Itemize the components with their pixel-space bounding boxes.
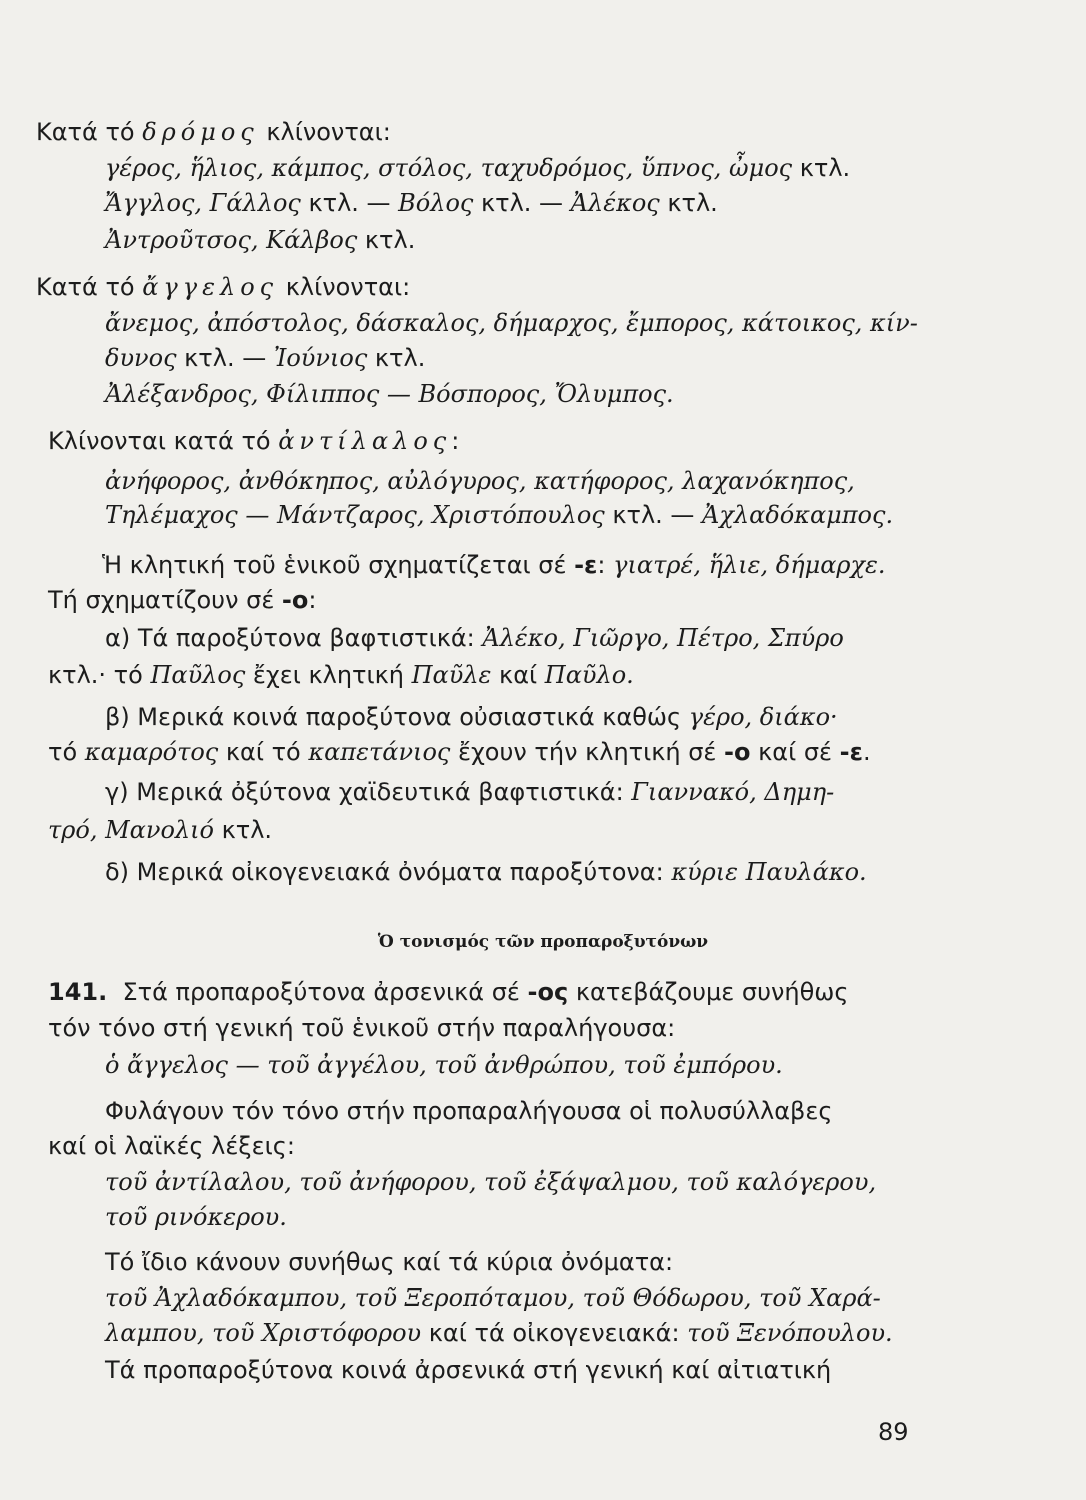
italic-examples: καμαρότος	[84, 738, 219, 766]
italic-examples: Γιαννακό, Δημη-	[631, 778, 835, 806]
italic-examples: Ἀντροῦτσος, Κάλβος	[105, 226, 358, 254]
italic-examples: Ἰούνιος	[273, 344, 368, 372]
paragraph-141	[48, 977, 848, 1007]
line-text: γ) Μερικά ὀξύτονα χαϊδευτικά βαφτιστικά:	[105, 778, 632, 806]
line-text: :	[451, 427, 460, 455]
ending-bold: -ος	[527, 978, 569, 1006]
italic-examples: Παῦλο.	[544, 661, 634, 689]
example-line	[105, 188, 718, 218]
line-text: Τά προπαροξύτονα κοινά ἀρσενικά στή γενική καί αἰτιατική	[105, 1356, 832, 1384]
italic-examples: τοῦ ἀντίλαλου, τοῦ ἀνήφορου, τοῦ ἐξάψαλμου, τοῦ καλόγερου,	[105, 1168, 877, 1196]
line-text: κτλ. —	[473, 189, 571, 217]
text-line	[105, 777, 834, 807]
line-text: κτλ. —	[300, 189, 399, 217]
example-line	[105, 225, 415, 255]
text-line	[102, 550, 886, 580]
line-text: κτλ.· τό	[48, 661, 151, 689]
italic-examples: δυνος	[105, 344, 177, 372]
line-text: Φυλάγουν τόν τόνο στήν προπαραλήγουσα οἱ πολυσύλλαβες	[105, 1097, 833, 1125]
line-text: καί τό	[218, 738, 309, 766]
line-text: ἔχει κλητική	[245, 661, 412, 689]
line-text: κτλ.	[213, 816, 273, 844]
spaced-example: δρόμος	[142, 118, 259, 146]
example-line	[105, 153, 850, 183]
italic-examples: τοῦ ρινόκερου.	[105, 1203, 287, 1231]
line-text: :	[597, 551, 614, 579]
line-text: .	[862, 738, 871, 766]
italic-examples: καπετάνιος	[308, 738, 451, 766]
text-line	[36, 272, 410, 302]
line-text: κλίνονται:	[278, 273, 411, 301]
italic-examples: τοῦ Ἀχλαδόκαμπου, τοῦ Ξεροπόταμου, τοῦ Θόδωρου, τοῦ Χαρά-	[105, 1284, 881, 1312]
text-line	[105, 1247, 673, 1277]
line-text: κτλ.	[357, 226, 416, 254]
text-line	[48, 585, 316, 615]
spaced-example: ἀντίλαλος	[278, 427, 452, 455]
line-text: α) Τά παροξύτονα βαφτιστικά:	[105, 624, 483, 652]
text-line	[105, 1096, 832, 1126]
italic-examples: τοῦ Ξενόπουλου.	[687, 1319, 893, 1347]
italic-examples: τρό, Μανολιό	[48, 816, 214, 844]
line-text: Τή σχηματίζουν σέ	[48, 586, 282, 614]
line-text: Ἡ κλητική τοῦ ἑνικοῦ σχηματίζεται σέ	[102, 551, 575, 579]
italic-examples: Ἀλέξανδρος, Φίλιππος — Βόσπορος, Ὄλυμπος.	[105, 380, 674, 408]
text-line	[105, 1355, 831, 1385]
line-text: κτλ. —	[604, 501, 703, 529]
line-text: κτλ.	[659, 189, 718, 217]
line-text: κτλ.	[792, 154, 851, 182]
example-line	[105, 1167, 876, 1197]
example-line	[105, 1050, 783, 1080]
line-text: Κλίνονται κατά τό	[48, 427, 279, 455]
spaced-example: ἄγγελος	[142, 273, 279, 301]
text-line	[48, 660, 634, 690]
line-text: τόν τόνο στή γενική τοῦ ἑνικοῦ στήν παραλήγουσα:	[48, 1014, 676, 1042]
text-line	[48, 1013, 675, 1043]
line-text: κτλ. —	[176, 344, 274, 372]
italic-examples: Ἀλέκος	[570, 189, 660, 217]
italic-examples: γιατρέ, ἥλιε, δήμαρχε.	[613, 551, 886, 579]
italic-examples: Ἀλέκο, Γιῶργο, Πέτρο, Σπύρο	[482, 624, 844, 652]
line-text: κατεβάζουμε συνήθως	[568, 978, 849, 1006]
italic-examples: ἀνήφορος, ἀνθόκηπος, αὐλόγυρος, κατήφορος, λαχανόκηπος,	[105, 467, 855, 495]
line-text: Στά προπαροξύτονα ἀρσενικά σέ	[107, 978, 528, 1006]
example-line	[105, 1202, 287, 1232]
text-line	[105, 623, 844, 653]
italic-examples: Τηλέμαχος — Μάντζαρος, Χριστόπουλος	[105, 501, 605, 529]
line-text: καί σέ	[750, 738, 840, 766]
ending-bold: -ε	[574, 551, 598, 579]
paragraph-number: 141.	[48, 978, 108, 1006]
text-line	[48, 1131, 295, 1161]
italic-examples: γέρος, ἥλιος, κάμπος, στόλος, ταχυδρόμος, ὕπνος, ὦμος	[105, 154, 793, 182]
line-text: τό	[48, 738, 85, 766]
line-text: Τό ἴδιο κάνουν συνήθως καί τά κύρια ὀνόματα:	[105, 1248, 674, 1276]
example-line	[105, 379, 674, 409]
line-text: ἔχουν τήν κλητική σέ	[450, 738, 725, 766]
ending-bold: -ο	[724, 738, 751, 766]
line-text: β) Μερικά κοινά παροξύτονα οὐσιαστικά καθώς	[105, 703, 689, 731]
text-line	[48, 426, 459, 456]
ending-bold: -ο	[281, 586, 309, 614]
line-text: δ) Μερικά οἰκογενειακά ὀνόματα παροξύτονα:	[105, 858, 672, 886]
ending-bold: -ε	[839, 738, 863, 766]
italic-examples: κύριε Παυλάκο.	[671, 858, 867, 886]
example-line	[105, 500, 893, 530]
line-text: Κατά τό	[36, 273, 143, 301]
example-line	[105, 1283, 881, 1313]
italic-examples: λαμπου, τοῦ Χριστόφορου	[105, 1319, 422, 1347]
italic-examples: Παῦλος	[150, 661, 246, 689]
italic-examples: Παῦλε	[411, 661, 492, 689]
italic-examples: ὁ ἄγγελος — τοῦ ἀγγέλου, τοῦ ἀνθρώπου, τοῦ ἐμπόρου.	[105, 1051, 783, 1079]
line-text: :	[308, 586, 317, 614]
line-text: κτλ.	[367, 344, 426, 372]
section-heading: Ὁ τονισμός τῶν προπαροξυτόνων	[377, 932, 709, 952]
line-text: καί οἱ λαϊκές λέξεις:	[48, 1132, 295, 1160]
line-text: καί	[491, 661, 545, 689]
text-line	[48, 815, 272, 845]
line-text: Κατά τό	[36, 118, 143, 146]
text-line	[105, 702, 838, 732]
example-line	[105, 466, 855, 496]
example-line	[105, 308, 918, 338]
text-line	[48, 737, 871, 767]
line-text: κλίνονται:	[258, 118, 391, 146]
page-number: 89	[878, 1418, 909, 1446]
italic-examples: Ἄγγλος, Γάλλος	[105, 189, 301, 217]
italic-examples: γέρο, διάκο·	[688, 703, 838, 731]
text-line	[105, 857, 867, 887]
italic-examples: ἄνεμος, ἀπόστολος, δάσκαλος, δήμαρχος, ἔμπορος, κάτοικος, κίν-	[105, 309, 918, 337]
italic-examples: Βόλος	[398, 189, 474, 217]
text-line	[105, 1318, 893, 1348]
italic-examples: Ἀχλαδόκαμπος.	[702, 501, 894, 529]
line-text: καί τά οἰκογενειακά:	[421, 1319, 688, 1347]
example-line	[105, 343, 425, 373]
text-line	[36, 117, 391, 147]
